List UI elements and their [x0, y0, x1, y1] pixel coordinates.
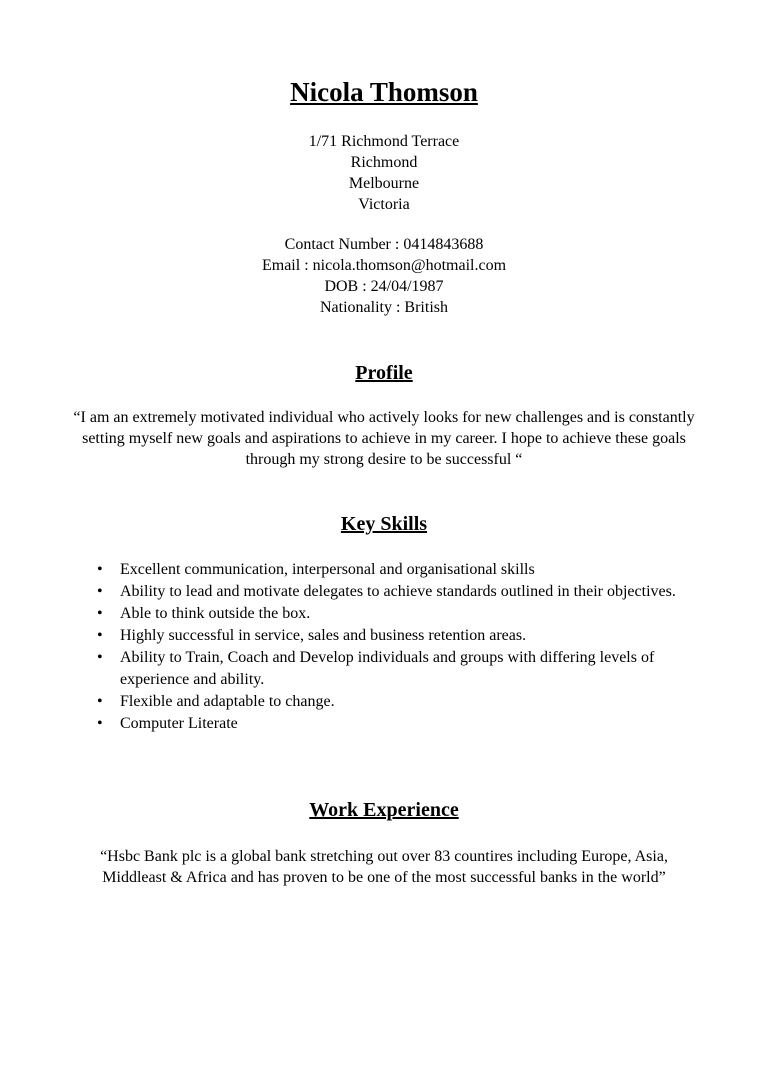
list-item: [82, 581, 692, 603]
list-item: [82, 625, 692, 647]
bullet-icon: •: [97, 561, 103, 578]
profile-heading: Profile: [355, 362, 413, 384]
bullet-icon: •: [97, 627, 103, 644]
skill-text: Excellent communication, interpersonal and organisational skills: [120, 561, 535, 578]
bullet-icon: •: [97, 693, 103, 710]
skill-text: Highly successful in service, sales and business retention areas.: [120, 627, 527, 644]
list-item: [82, 713, 692, 735]
work-experience-text: “Hsbc Bank plc is a global bank stretching out over 83 countires including Europe, Asia, Middleast & Africa and has proven to be one of the most successful banks in the world”: [100, 848, 668, 886]
address-block: [0, 131, 768, 215]
address-line: Victoria: [358, 196, 410, 213]
contact-number: Contact Number : 0414843688: [284, 236, 484, 253]
skill-text: Ability to lead and motivate delegates to achieve standards outlined in their objectives.: [120, 583, 676, 600]
bullet-icon: •: [97, 605, 103, 622]
bullet-icon: •: [97, 583, 103, 600]
candidate-name: Nicola Thomson: [290, 77, 478, 107]
address-line: 1/71 Richmond Terrace: [308, 133, 460, 150]
bullet-icon: •: [97, 715, 103, 732]
skill-text: Computer Literate: [120, 715, 238, 732]
skill-text: Ability to Train, Coach and Develop individuals and groups with differing levels of experience and ability.: [120, 649, 655, 688]
address-line: Melbourne: [348, 175, 420, 192]
date-of-birth: DOB : 24/04/1987: [324, 278, 444, 295]
list-item: [82, 647, 692, 691]
contact-block: [0, 234, 768, 318]
skill-text: Able to think outside the box.: [120, 605, 311, 622]
key-skills-heading: Key Skills: [340, 513, 428, 535]
list-item: [82, 603, 692, 625]
skill-text: Flexible and adaptable to change.: [120, 693, 335, 710]
nationality: Nationality : British: [320, 299, 448, 316]
email: Email : nicola.thomson@hotmail.com: [261, 257, 507, 274]
list-item: [82, 691, 692, 713]
address-line: Richmond: [350, 154, 418, 171]
bullet-icon: •: [97, 649, 103, 666]
key-skills-list: [82, 559, 692, 735]
list-item: [82, 559, 692, 581]
work-experience-heading: Work Experience: [309, 799, 459, 821]
profile-text: “I am an extremely motivated individual who actively looks for new challenges and is constantly setting myself new goals and aspirations to achieve in my career. I hope to achieve these goals through my strong desire to be successful “: [73, 409, 695, 468]
